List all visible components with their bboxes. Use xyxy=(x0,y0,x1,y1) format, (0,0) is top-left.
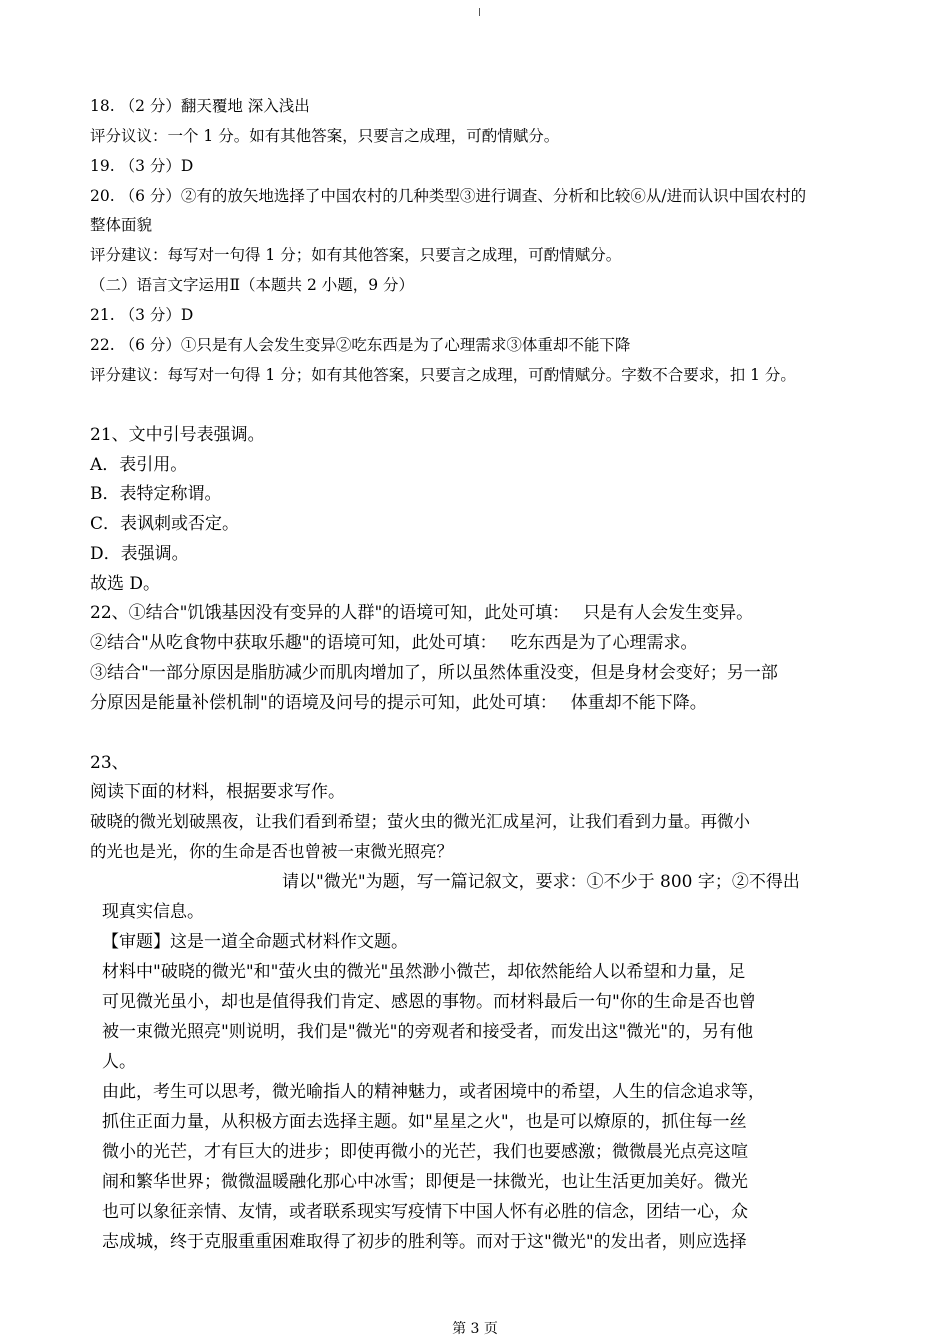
explain-22-1: 22、①结合"饥饿基因没有变异的人群"的语境可知，此处可填： 只是有人会发生变异。 xyxy=(90,603,754,623)
answer-22: 22. （6 分）①只是有人会发生变异②吃东西是为了心理需求③体重却不能下降 xyxy=(90,336,631,354)
option-d: D．表强调。 xyxy=(90,544,189,564)
option-b: B．表特定称谓。 xyxy=(90,484,222,504)
answer-21: 21. （3 分）D xyxy=(90,306,194,324)
analysis-line-7: 微小的光芒，才有巨大的进步；即使再微小的光芒，我们也要感激；微微晨光点亮这喧 xyxy=(102,1142,748,1162)
grading-note-22: 评分建议：每写对一句得 1 分；如有其他答案，只要言之成理，可酌情赋分。字数不合要求，扣 1 分。 xyxy=(90,366,796,384)
essay-requirement: 请以"微光"为题，写一篇记叙文，要求：①不少于 800 字；②不得出 xyxy=(282,872,800,892)
analysis-line-8: 闹和繁华世界；微微温暖融化那心中冰雪；即便是一抹微光，也让生活更加美好。微光 xyxy=(102,1172,748,1192)
analysis-line-3: 被一束微光照亮"则说明，我们是"微光"的旁观者和接受者，而发出这"微光"的，另有他 xyxy=(102,1022,754,1042)
answer-20-cont: 整体面貌 xyxy=(90,216,153,234)
explain-21: 21、文中引号表强调。 xyxy=(90,425,265,445)
analysis-line-1: 材料中"破晓的微光"和"萤火虫的微光"虽然渺小微芒，却依然能给人以希望和力量，足 xyxy=(102,962,746,982)
analysis-line-9: 也可以象征亲情、友情，或者联系现实写疫情下中国人怀有必胜的信念，团结一心，众 xyxy=(102,1202,748,1222)
analysis-line-2: 可见微光虽小，却也是值得我们肯定、感恩的事物。而材料最后一句"你的生命是否也曾 xyxy=(102,992,756,1012)
section-heading-2: （二）语言文字运用Ⅱ（本题共 2 小题，9 分） xyxy=(90,276,415,294)
grading-note-18: 评分议议：一个 1 分。如有其他答案，只要言之成理，可酌情赋分。 xyxy=(90,127,560,145)
analysis-line-6: 抓住正面力量，从积极方面去选择主题。如"星星之火"，也是可以燎原的，抓住每一丝 xyxy=(102,1112,747,1132)
question-23-number: 23、 xyxy=(90,753,129,773)
material-line-2: 的光也是光，你的生命是否也曾被一束微光照亮？ xyxy=(90,842,453,861)
choice-d: 故选 D。 xyxy=(90,574,161,594)
option-c: C．表讽刺或否定。 xyxy=(90,514,240,534)
analysis-heading: 【审题】这是一道全命题式材料作文题。 xyxy=(102,932,408,952)
material-line-1: 破晓的微光划破黑夜，让我们看到希望；萤火虫的微光汇成星河，让我们看到力量。再微小 xyxy=(90,812,750,831)
essay-requirement-cont: 现真实信息。 xyxy=(102,902,204,922)
prompt-instruction: 阅读下面的材料，根据要求写作。 xyxy=(90,782,345,802)
analysis-line-5: 由此，考生可以思考，微光喻指人的精神魅力，或者困境中的希望，人生的信念追求等， xyxy=(102,1082,765,1102)
explain-22-2: ②结合"从吃食物中获取乐趣"的语境可知，此处可填： 吃东西是为了心理需求。 xyxy=(90,633,698,653)
analysis-line-4: 人。 xyxy=(102,1052,136,1072)
option-a: A．表引用。 xyxy=(90,455,188,475)
page-number: 第 3 页 xyxy=(452,1321,498,1337)
explain-22-3: ③结合"一部分原因是脂肪减少而肌肉增加了，所以虽然体重没变，但是身材会变好；另一部 xyxy=(90,663,778,683)
answer-20: 20. （6 分）②有的放矢地选择了中国农村的几种类型③进行调查、分析和比较⑥从/进而认识中国农村的 xyxy=(90,187,807,205)
answer-18: 18. （2 分）翻天覆地 深入浅出 xyxy=(90,97,310,115)
explain-22-3-cont: 分原因是能量补偿机制"的语境及问号的提示可知，此处可填： 体重却不能下降。 xyxy=(90,693,707,713)
page-top-mark xyxy=(479,8,480,16)
answer-19: 19. （3 分）D xyxy=(90,157,194,175)
grading-note-20: 评分建议：每写对一句得 1 分；如有其他答案，只要言之成理，可酌情赋分。 xyxy=(90,246,622,264)
analysis-line-10: 志成城，终于克服重重困难取得了初步的胜利等。而对于这"微光"的发出者，则应选择 xyxy=(102,1232,747,1252)
